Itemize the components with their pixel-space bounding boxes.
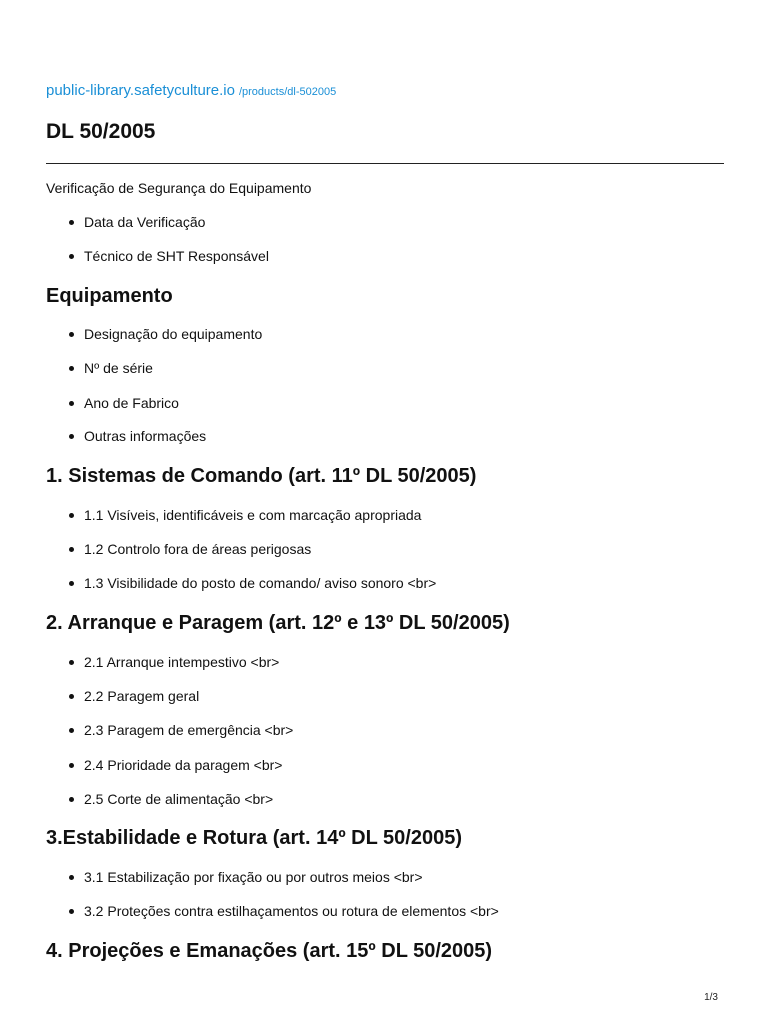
- list-item: Nº de série: [84, 360, 153, 376]
- list-item: 1.3 Visibilidade do posto de comando/ aviso sonoro <br>: [84, 575, 437, 591]
- section-heading-projecoes-emanacoes: 4. Projeções e Emanações (art. 15º DL 50/2005): [46, 940, 493, 962]
- list-item: Ano de Fabrico: [84, 395, 179, 411]
- list-item: 3.2 Proteções contra estilhaçamentos ou rotura de elementos <br>: [84, 903, 499, 919]
- list-item: 1.2 Controlo fora de áreas perigosas: [84, 541, 312, 557]
- list-item: Designação do equipamento: [84, 326, 263, 342]
- section-heading-arranque-paragem: 2. Arranque e Paragem (art. 12º e 13º DL 50/2005): [46, 612, 510, 634]
- page-number: 1/3: [704, 992, 718, 1003]
- document-title: DL 50/2005: [46, 120, 156, 143]
- source-link[interactable]: [46, 82, 336, 100]
- list-item: 2.1 Arranque intempestivo <br>: [84, 654, 280, 670]
- list-item: 2.4 Prioridade da paragem <br>: [84, 757, 283, 773]
- list-item: 2.5 Corte de alimentação <br>: [84, 791, 274, 807]
- list-item: 3.1 Estabilização por fixação ou por outros meios <br>: [84, 869, 423, 885]
- intro-text: Verificação de Segurança do Equipamento: [46, 180, 312, 196]
- section-heading-sistemas-comando: 1. Sistemas de Comando (art. 11º DL 50/2005): [46, 465, 477, 487]
- source-path[interactable]: /products/dl-502005: [238, 86, 337, 98]
- intro-item: Técnico de SHT Responsável: [84, 248, 269, 264]
- list-item: 2.3 Paragem de emergência <br>: [84, 722, 294, 738]
- title-divider: [46, 163, 724, 164]
- intro-item: Data da Verificação: [84, 214, 206, 230]
- list-item: 2.2 Paragem geral: [84, 688, 200, 704]
- source-domain[interactable]: public-library.safetyculture.io: [46, 82, 235, 99]
- section-heading-estabilidade-rotura: 3.Estabilidade e Rotura (art. 14º DL 50/2005): [46, 827, 462, 849]
- list-item: Outras informações: [84, 428, 207, 444]
- section-heading-equipamento: Equipamento: [46, 285, 173, 307]
- list-item: 1.1 Visíveis, identificáveis e com marcação apropriada: [84, 507, 422, 523]
